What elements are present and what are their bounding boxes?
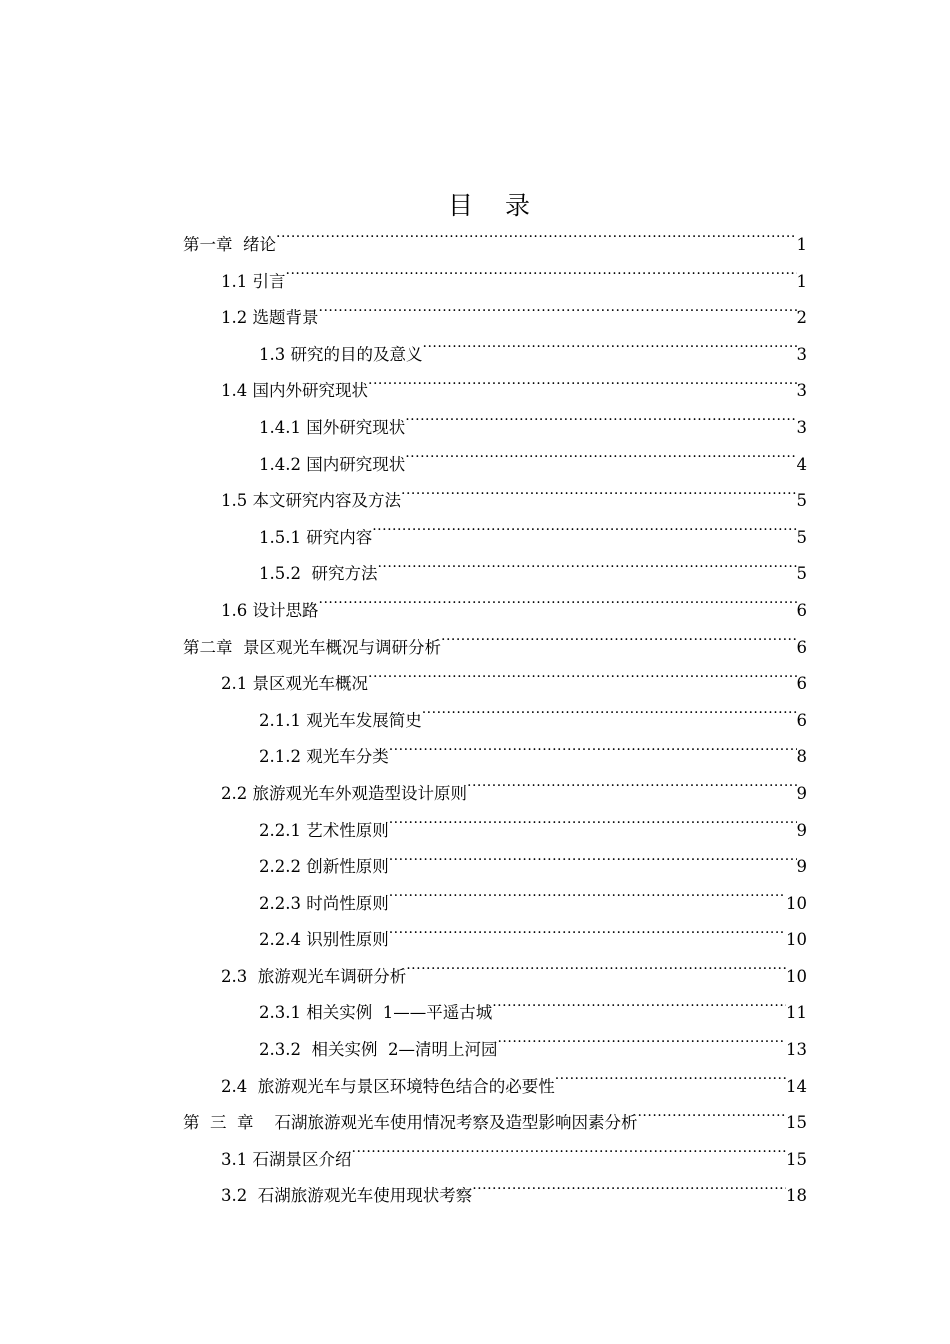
toc-entry[interactable]: [183, 483, 807, 520]
toc-entry[interactable]: [183, 666, 807, 703]
dot-leader: [472, 1185, 786, 1202]
toc-entry[interactable]: [183, 813, 807, 850]
toc-entry-label: 2.1.2 观光车分类: [259, 747, 389, 767]
toc-entry-page-number: 6: [796, 600, 807, 620]
toc-entry[interactable]: [183, 630, 807, 667]
toc-entry-page-number: 3: [796, 417, 807, 437]
toc-entry[interactable]: [183, 373, 807, 410]
dot-leader: [389, 929, 786, 946]
toc-entry-label: 第 三 章 石湖旅游观光车使用情况考察及造型影响因素分析: [183, 1113, 638, 1133]
dot-leader: [319, 599, 797, 616]
dot-leader: [276, 234, 797, 251]
toc-entry-label: 2.2.4 识别性原则: [259, 930, 389, 950]
toc-entry-label: 1.6 设计思路: [221, 600, 319, 620]
toc-entry[interactable]: [183, 776, 807, 813]
toc-entry-label: 1.4.1 国外研究现状: [259, 417, 406, 437]
toc-entry-page-number: 10: [786, 893, 807, 913]
toc-entry-page-number: 3: [796, 381, 807, 401]
toc-entry-page-number: 15: [786, 1113, 807, 1133]
toc-entry-page-number: 13: [786, 1040, 807, 1060]
dot-leader: [423, 343, 797, 360]
toc-entry[interactable]: [183, 337, 807, 374]
dot-leader: [406, 965, 786, 982]
toc-list: [183, 227, 807, 1215]
toc-entry[interactable]: [183, 264, 807, 301]
toc-entry-label: 1.5.1 研究内容: [259, 527, 373, 547]
dot-leader: [422, 709, 797, 726]
toc-entry-page-number: 8: [796, 747, 807, 767]
dot-leader: [492, 1002, 786, 1019]
toc-entry[interactable]: [183, 886, 807, 923]
toc-entry-label: 2.2 旅游观光车外观造型设计原则: [221, 783, 467, 803]
toc-entry-page-number: 11: [786, 1003, 807, 1023]
toc-entry-label: 第一章 绪论: [183, 235, 276, 254]
toc-entry-label: 2.1 景区观光车概况: [221, 674, 368, 694]
toc-entry[interactable]: [183, 959, 807, 996]
toc-entry-page-number: 1: [796, 271, 807, 291]
dot-leader: [389, 856, 797, 873]
dot-leader: [319, 307, 797, 324]
toc-entry-page-number: 9: [796, 783, 807, 803]
toc-entry-label: 1.1 引言: [221, 271, 286, 291]
toc-entry[interactable]: [183, 520, 807, 557]
dot-leader: [467, 782, 797, 799]
toc-entry-label: 2.3.1 相关实例 1——平遥古城: [259, 1003, 493, 1023]
toc-entry[interactable]: [183, 1142, 807, 1179]
toc-entry-label: 1.5.2 研究方法: [259, 564, 378, 584]
dot-leader: [372, 526, 796, 543]
toc-entry-page-number: 1: [796, 235, 807, 254]
toc-entry[interactable]: [183, 922, 807, 959]
dot-leader: [368, 673, 797, 690]
toc-entry[interactable]: [183, 1069, 807, 1106]
toc-entry-page-number: 6: [796, 637, 807, 657]
toc-entry[interactable]: [183, 556, 807, 593]
toc-entry-label: 2.2.2 创新性原则: [259, 857, 389, 877]
toc-entry[interactable]: [183, 1178, 807, 1215]
toc-entry[interactable]: [183, 1032, 807, 1069]
toc-entry-label: 2.3 旅游观光车调研分析: [221, 966, 407, 986]
dot-leader: [441, 636, 797, 653]
dot-leader: [401, 490, 797, 507]
toc-entry-page-number: 14: [786, 1076, 807, 1096]
dot-leader: [352, 1148, 787, 1165]
toc-entry-label: 2.4 旅游观光车与景区环境特色结合的必要性: [221, 1076, 555, 1096]
toc-entry[interactable]: [183, 593, 807, 630]
toc-entry-page-number: 18: [786, 1186, 807, 1206]
toc-entry-label: 3.1 石湖景区介绍: [221, 1149, 352, 1169]
dot-leader: [389, 892, 786, 909]
toc-entry-label: 3.2 石湖旅游观光车使用现状考察: [221, 1186, 473, 1206]
dot-leader: [389, 746, 797, 763]
toc-entry-page-number: 4: [796, 454, 807, 474]
dot-leader: [497, 1039, 786, 1056]
dot-leader: [368, 380, 797, 397]
toc-entry-label: 1.3 研究的目的及意义: [259, 344, 423, 364]
toc-entry-label: 2.2.1 艺术性原则: [259, 820, 389, 840]
toc-entry-label: 1.4.2 国内研究现状: [259, 454, 406, 474]
toc-entry[interactable]: [183, 447, 807, 484]
toc-entry[interactable]: [183, 410, 807, 447]
toc-entry-page-number: 6: [796, 710, 807, 730]
toc-entry[interactable]: [183, 703, 807, 740]
toc-entry[interactable]: [183, 1105, 807, 1142]
toc-entry[interactable]: [183, 849, 807, 886]
toc-entry-page-number: 5: [796, 564, 807, 584]
toc-entry-label: 1.2 选题背景: [221, 308, 319, 328]
toc-entry-page-number: 6: [796, 674, 807, 694]
dot-leader: [405, 453, 796, 470]
toc-entry-page-number: 5: [796, 527, 807, 547]
toc-title: 目 录: [448, 191, 542, 220]
toc-entry-page-number: 9: [796, 857, 807, 877]
dot-leader: [377, 563, 796, 580]
toc-entry-page-number: 2: [796, 308, 807, 328]
toc-entry-label: 1.4 国内外研究现状: [221, 381, 368, 401]
dot-leader: [389, 819, 797, 836]
toc-entry[interactable]: [183, 300, 807, 337]
toc-entry[interactable]: [183, 995, 807, 1032]
toc-entry-page-number: 9: [796, 820, 807, 840]
toc-entry-label: 1.5 本文研究内容及方法: [221, 491, 401, 511]
toc-entry-label: 2.1.1 观光车发展简史: [259, 710, 422, 730]
toc-entry[interactable]: [183, 739, 807, 776]
toc-entry-label: 2.2.3 时尚性原则: [259, 893, 389, 913]
toc-entry-page-number: 5: [796, 491, 807, 511]
dot-leader: [405, 416, 796, 433]
toc-entry-page-number: 10: [786, 966, 807, 986]
toc-entry-page-number: 10: [786, 930, 807, 950]
toc-entry-page-number: 3: [796, 344, 807, 364]
toc-entry[interactable]: [183, 227, 807, 264]
dot-leader: [637, 1112, 786, 1129]
dot-leader: [286, 270, 797, 287]
toc-entry-page-number: 15: [786, 1149, 807, 1169]
toc-entry-label: 2.3.2 相关实例 2—清明上河园: [259, 1040, 498, 1060]
dot-leader: [555, 1075, 786, 1092]
toc-entry-label: 第二章 景区观光车概况与调研分析: [183, 637, 441, 657]
